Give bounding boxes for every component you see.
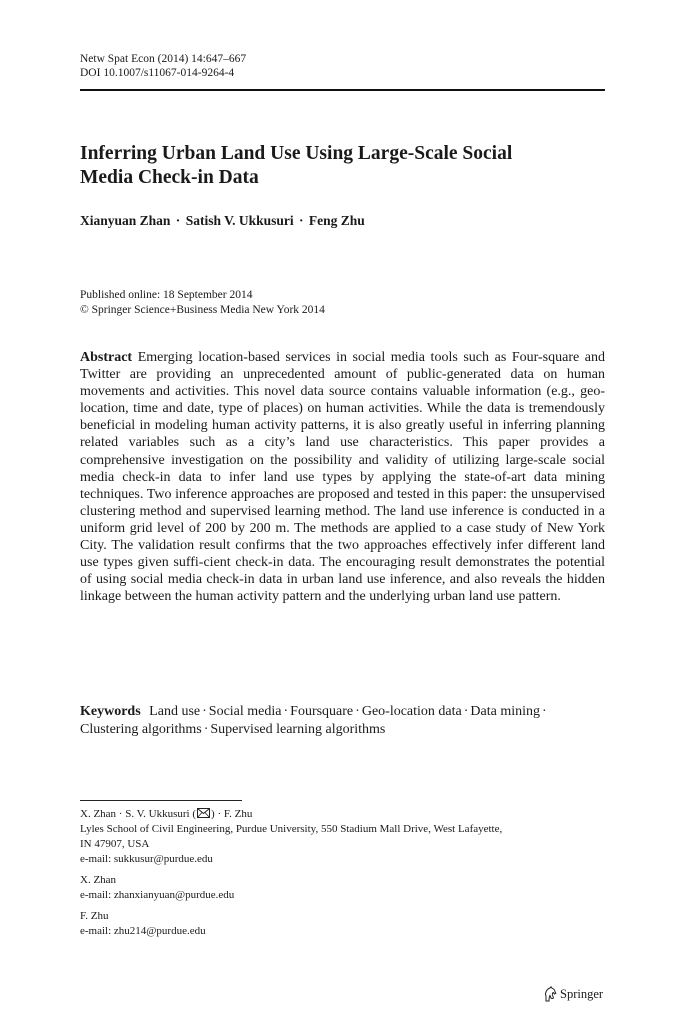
keyword-separator: · [283,704,289,719]
footnote-author: F. Zhu [80,910,109,922]
keyword-separator: · [463,704,469,719]
author-name: Satish V. Ukkusuri [185,213,294,228]
keyword: Data mining [470,704,541,719]
email: e-mail: zhu214@purdue.edu [80,925,206,937]
footnote-block [80,807,605,867]
footnote-author: X. Zhan [80,808,117,820]
header-rule [80,89,605,91]
footnote-block [80,909,605,939]
keyword-separator: · [542,704,547,719]
keyword-separator: · [355,704,360,719]
copyright-text: Springer Science+Business Media New York 2014 [91,303,325,316]
affiliation: IN 47907, USA [80,838,150,850]
author-name: Xianyuan Zhan [80,213,171,228]
copyright-icon: © [80,303,89,316]
envelope-icon [197,808,210,818]
paper-title [80,142,605,190]
author-name: Feng Zhu [308,213,365,228]
email: e-mail: sukkusur@purdue.edu [80,853,213,865]
footnote-authors-line [80,807,605,822]
keyword: Supervised learning algorithms [210,721,386,737]
doi: DOI 10.1007/s11067-014-9264-4 [80,67,235,79]
footnote-rule [80,800,242,801]
keywords-label: Keywords [80,704,141,719]
keyword: Social media [208,704,282,719]
author-separator: · [175,213,181,228]
author-footnotes [80,807,605,945]
footnote-author: F. Zhu [223,808,253,820]
running-header [80,52,605,80]
copyright-line [80,303,605,318]
keyword: Geo-location data [361,704,462,719]
keyword-separator: · [202,704,207,719]
abstract [80,349,605,605]
published-online: Published online: 18 September 2014 [80,289,253,301]
publisher-logo [543,986,603,1002]
keyword: Foursquare [290,704,354,719]
footnote-separator: · [118,808,123,820]
keyword-separator: · [203,721,209,737]
author-list [80,212,605,230]
title-line-1: Inferring Urban Land Use Using Large-Scale Social [80,143,513,164]
keywords [80,703,605,738]
footnote-block [80,873,605,903]
keyword: Land use [149,704,201,719]
abstract-text: Emerging location-based services in social media tools such as Four-square and Twitter are providing an unprecedented amount of public-generated data on human movements and activities. This novel data source contains valuable information (e.g., geo-location, time and date, type of places) on human activities. While the data is tremendously beneficial in modeling human activity patterns, it is also greatly useful in inferring planning related variables such as a city’s land use characteristics. This paper provides a comprehensive investigation on the possibility and validity of utilizing large-scale social media check-in data to infer land use types by applying the state-of-art data mining techniques. Two inference approaches are proposed and tested in this paper: the unsupervised clustering method and supervised learning method. The land use inference is conducted in a uniform grid level of 200 by 200 m. The methods are applied to a case study of New York City. The validation result confirms that the two approaches effectively infer different land use types given suffi-cient check-in data. The encouraging result demonstrates the potential of using social media check-in data in urban land use inference, and also reveals the hidden linkage between the human activity pattern and the underlying urban land use pattern. [80,350,605,605]
title-line-2: Media Check-in Data [80,167,259,188]
author-separator: · [299,213,304,228]
journal-citation: Netw Spat Econ (2014) 14:647–667 [80,53,247,65]
publisher-name: Springer [560,987,604,1001]
footnote-author: X. Zhan [80,874,117,886]
keyword: Clustering algorithms [80,721,202,737]
footnote-author: S. V. Ukkusuri ( ) [125,808,215,820]
footnote-separator: · [217,808,222,820]
email: e-mail: zhanxianyuan@purdue.edu [80,889,235,901]
springer-horse-icon [543,986,557,1002]
affiliation: Lyles School of Civil Engineering, Purdue University, 550 Stadium Mall Drive, West Lafayette, [80,823,503,835]
publication-info [80,288,605,317]
abstract-label: Abstract [80,350,133,365]
